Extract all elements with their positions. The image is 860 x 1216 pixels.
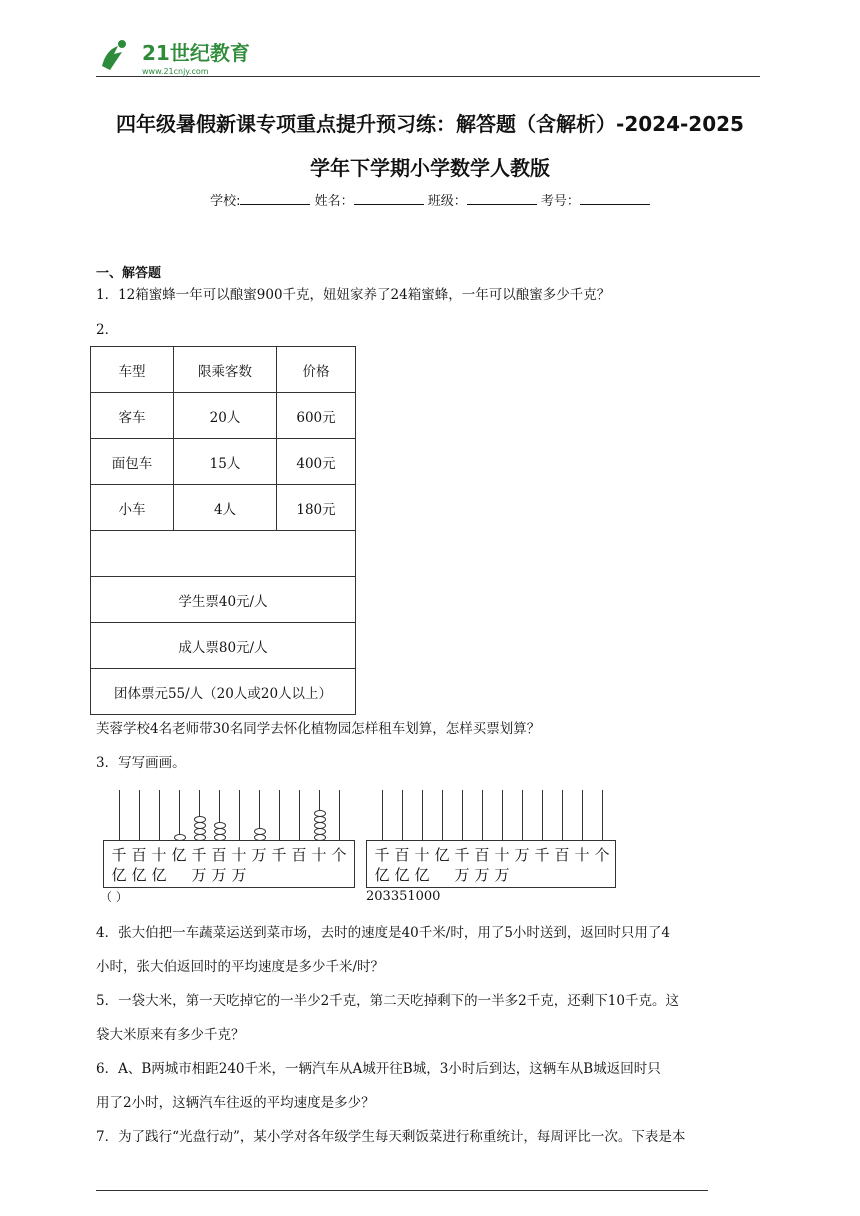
- abacus-place-label: 亿: [131, 866, 147, 884]
- school-blank[interactable]: [240, 191, 310, 205]
- abacus-place-label: 十: [311, 846, 327, 864]
- abacus-rod: [179, 790, 180, 840]
- abacus-rod: [482, 790, 483, 840]
- abacus-place-label: 十: [231, 846, 247, 864]
- abacus-bead[interactable]: [214, 822, 226, 829]
- abacus-place-label: 百: [291, 846, 307, 864]
- abacus-bead[interactable]: [214, 834, 226, 841]
- name-blank[interactable]: [354, 191, 424, 205]
- abacus-rod: [339, 790, 340, 840]
- abacus-bead[interactable]: [194, 822, 206, 829]
- abacus-rod: [522, 790, 523, 840]
- abacus-rod: [402, 790, 403, 840]
- abacus-place-label: 万: [191, 866, 207, 884]
- abacus-place-label: 亿: [414, 866, 430, 884]
- abacus-rod: [239, 790, 240, 840]
- field-label-exam-no: 考号：: [540, 194, 580, 209]
- abacus-place-label: 万: [231, 866, 247, 884]
- ticket-cell: 学生票40元/人: [91, 577, 356, 623]
- abacus-rod: [119, 790, 120, 840]
- table-cell: 400元: [277, 439, 356, 485]
- table-cell: 客车: [91, 393, 174, 439]
- abacus-rod: [159, 790, 160, 840]
- abacus-rod: [562, 790, 563, 840]
- abacus-bead[interactable]: [314, 816, 326, 823]
- table-row: [91, 439, 356, 485]
- header-rule: [96, 76, 760, 77]
- abacus-bead[interactable]: [314, 828, 326, 835]
- abacus-bead[interactable]: [254, 828, 266, 835]
- table-cell: 小车: [91, 485, 174, 531]
- logo-url: www.21cnjy.com: [142, 67, 209, 76]
- table-row: [91, 623, 356, 669]
- title-line-2: 学年下学期小学数学人教版: [310, 156, 550, 180]
- abacus-place-label: 十: [494, 846, 510, 864]
- abacus-bead[interactable]: [214, 828, 226, 835]
- abacus-place-label: 万: [474, 866, 490, 884]
- abacus-place-label: 亿: [394, 866, 410, 884]
- abacus-place-label: 千: [374, 846, 390, 864]
- table-cell: 15人: [174, 439, 277, 485]
- exam-no-blank[interactable]: [580, 191, 650, 205]
- abacus-place-label: 亿: [151, 866, 167, 884]
- abacus-right-number: 203351000: [366, 889, 441, 904]
- table-row: [91, 485, 356, 531]
- abacus-place-label: 万: [514, 846, 530, 864]
- abacus-place-label: 千: [191, 846, 207, 864]
- abacus-place-label: 万: [211, 866, 227, 884]
- question-2-number: 2．: [96, 322, 119, 338]
- publisher-logo: [96, 36, 256, 78]
- abacus-rod: [582, 790, 583, 840]
- question-7-line-1: 7．为了践行“光盘行动”，某小学对各年级学生每天剩饭菜进行称重统计，每周评比一次。下表是本: [96, 1129, 686, 1145]
- abacus-rod: [502, 790, 503, 840]
- abacus-place-label: 十: [151, 846, 167, 864]
- abacus-bead[interactable]: [194, 834, 206, 841]
- question-4-line-1: 4．张大伯把一车蔬菜运送到菜市场，去时的速度是40千米/时，用了5小时送到，返回时只用了4: [96, 925, 670, 941]
- fare-table: [90, 346, 356, 715]
- table-cell: 20人: [174, 393, 277, 439]
- abacus-place-label: 亿: [374, 866, 390, 884]
- ticket-cell: 成人票80元/人: [91, 623, 356, 669]
- abacus-place-label: 个: [331, 846, 347, 864]
- abacus-place-label: 千: [534, 846, 550, 864]
- field-label-class: 班级：: [427, 194, 467, 209]
- question-3: 3．写写画画。: [96, 755, 186, 771]
- table-blank-cell: [91, 531, 356, 577]
- table-header-cell: 限乘客数: [174, 347, 277, 393]
- abacus-bead[interactable]: [314, 822, 326, 829]
- abacus-place-label: 万: [251, 846, 267, 864]
- abacus-rod: [542, 790, 543, 840]
- field-label-school: 学校:: [210, 194, 241, 209]
- question-2-text: 芙蓉学校4名老师带30名同学去怀化植物园怎样租车划算，怎样买票划算？: [96, 721, 541, 737]
- abacus-rod: [139, 790, 140, 840]
- abacus-place-label: 十: [574, 846, 590, 864]
- table-header-cell: 价格: [277, 347, 356, 393]
- abacus-place-label: 千: [454, 846, 470, 864]
- table-cell: 180元: [277, 485, 356, 531]
- abacus-place-label: 千: [111, 846, 127, 864]
- abacus-bead[interactable]: [174, 834, 186, 841]
- abacus-place-label: 百: [474, 846, 490, 864]
- abacus-right: [366, 790, 616, 890]
- table-cell: 600元: [277, 393, 356, 439]
- abacus-place-label: 十: [414, 846, 430, 864]
- table-row: [91, 531, 356, 577]
- abacus-rod: [279, 790, 280, 840]
- abacus-place-label: 百: [131, 846, 147, 864]
- abacus-place-label: 个: [594, 846, 610, 864]
- runner-icon: [102, 46, 122, 70]
- table-cell: 4人: [174, 485, 277, 531]
- abacus-bead[interactable]: [314, 834, 326, 841]
- abacus-left: [103, 790, 355, 890]
- logo-text: 21世纪教育: [142, 41, 250, 65]
- question-6-line-1: 6．A、B两城市相距240千米，一辆汽车从A城开往B城，3小时后到达，这辆车从B城返回时只: [96, 1061, 661, 1077]
- abacus-place-label: 千: [271, 846, 287, 864]
- section-title: 一、解答题: [96, 266, 162, 281]
- abacus-rod: [382, 790, 383, 840]
- abacus-place-label: 亿: [111, 866, 127, 884]
- student-info-fields: [0, 190, 860, 209]
- abacus-rod: [299, 790, 300, 840]
- abacus-rod: [442, 790, 443, 840]
- abacus-bead[interactable]: [194, 828, 206, 835]
- question-1: 1．12箱蜜蜂一年可以酿蜜900千克，妞妞家养了24箱蜜蜂，一年可以酿蜜多少千克？: [96, 287, 611, 303]
- abacus-left-answer: （ ）: [100, 890, 128, 904]
- abacus-place-label: 亿: [434, 846, 450, 864]
- abacus-place-label: 百: [394, 846, 410, 864]
- abacus-rod: [602, 790, 603, 840]
- abacus-bead[interactable]: [314, 810, 326, 817]
- abacus-rod: [422, 790, 423, 840]
- class-blank[interactable]: [467, 191, 537, 205]
- abacus-rod: [462, 790, 463, 840]
- question-4-line-2: 小时，张大伯返回时的平均速度是多少千米/时？: [96, 959, 385, 975]
- abacus-place-label: 百: [211, 846, 227, 864]
- table-row: [91, 669, 356, 715]
- question-5-line-1: 5．一袋大米，第一天吃掉它的一半少2千克，第二天吃掉剩下的一半多2千克，还剩下10千克。这: [96, 993, 679, 1009]
- footer-rule: [96, 1190, 708, 1191]
- field-label-name: 姓名：: [314, 194, 354, 209]
- table-row: [91, 347, 356, 393]
- question-6-line-2: 用了2小时，这辆汽车往返的平均速度是多少？: [96, 1095, 375, 1111]
- table-header-cell: 车型: [91, 347, 174, 393]
- abacus-place-label: 万: [494, 866, 510, 884]
- title-line-1: 四年级暑假新课专项重点提升预习练：解答题（含解析）-2024-2025: [116, 112, 744, 136]
- ticket-cell: 团体票元55/人（20人或20人以上）: [91, 669, 356, 715]
- table-row: [91, 393, 356, 439]
- table-cell: 面包车: [91, 439, 174, 485]
- abacus-place-label: 百: [554, 846, 570, 864]
- abacus-place-label: 亿: [171, 846, 187, 864]
- question-5-line-2: 袋大米原来有多少千克？: [96, 1027, 245, 1043]
- abacus-place-label: 万: [454, 866, 470, 884]
- abacus-bead[interactable]: [194, 816, 206, 823]
- table-row: [91, 577, 356, 623]
- abacus-bead[interactable]: [254, 834, 266, 841]
